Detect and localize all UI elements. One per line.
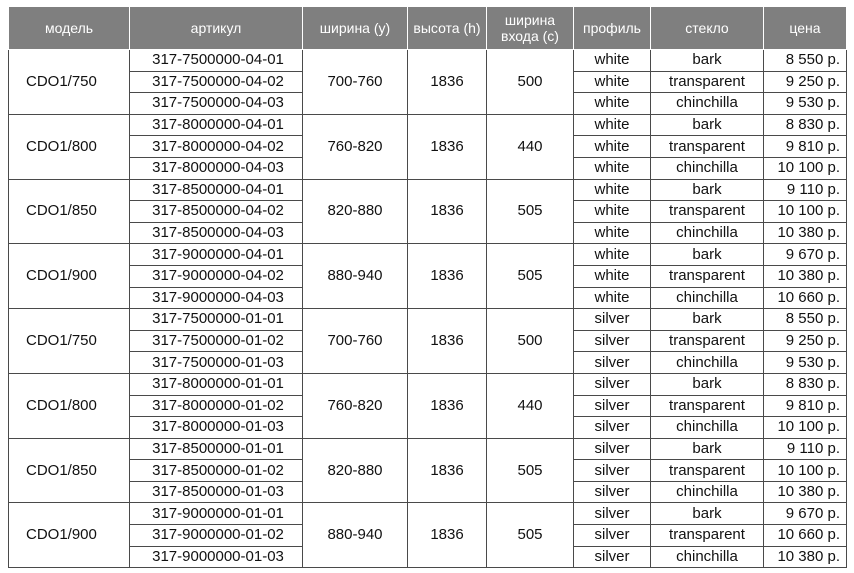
model-cell: CDO1/800 <box>9 114 130 179</box>
width-cell: 820-880 <box>303 179 408 244</box>
sku-cell: 317-8000000-04-02 <box>130 136 303 158</box>
table-row <box>9 373 847 395</box>
glass-cell: chinchilla <box>651 352 764 374</box>
glass-cell: bark <box>651 114 764 136</box>
header-sku: артикул <box>130 7 303 50</box>
glass-cell: transparent <box>651 525 764 547</box>
price-cell: 10 100 р. <box>764 417 847 439</box>
width-cell: 760-820 <box>303 114 408 179</box>
table-header <box>9 7 847 50</box>
profile-cell: white <box>574 244 651 266</box>
profile-cell: silver <box>574 481 651 503</box>
glass-cell: transparent <box>651 136 764 158</box>
price-cell: 9 810 р. <box>764 395 847 417</box>
header-width: ширина (y) <box>303 7 408 50</box>
sku-cell: 317-7500000-04-01 <box>130 50 303 72</box>
price-cell: 9 670 р. <box>764 244 847 266</box>
glass-cell: bark <box>651 179 764 201</box>
table-row <box>9 244 847 266</box>
profile-cell: silver <box>574 373 651 395</box>
sku-cell: 317-8500000-01-02 <box>130 460 303 482</box>
width-cell: 820-880 <box>303 438 408 503</box>
glass-cell: chinchilla <box>651 417 764 439</box>
sku-cell: 317-9000000-04-01 <box>130 244 303 266</box>
sku-cell: 317-8500000-04-02 <box>130 201 303 223</box>
entry-width-cell: 505 <box>487 244 574 309</box>
model-cell: CDO1/900 <box>9 244 130 309</box>
profile-cell: white <box>574 50 651 72</box>
glass-cell: bark <box>651 503 764 525</box>
header-glass: стекло <box>651 7 764 50</box>
glass-cell: chinchilla <box>651 287 764 309</box>
price-cell: 8 550 р. <box>764 309 847 331</box>
height-cell: 1836 <box>408 309 487 374</box>
price-cell: 9 530 р. <box>764 93 847 115</box>
header-price: цена <box>764 7 847 50</box>
sku-cell: 317-7500000-01-01 <box>130 309 303 331</box>
profile-cell: white <box>574 201 651 223</box>
profile-cell: white <box>574 93 651 115</box>
table-row <box>9 50 847 72</box>
height-cell: 1836 <box>408 373 487 438</box>
glass-cell: transparent <box>651 460 764 482</box>
sku-cell: 317-7500000-01-03 <box>130 352 303 374</box>
profile-cell: silver <box>574 417 651 439</box>
model-cell: CDO1/900 <box>9 503 130 568</box>
profile-cell: white <box>574 136 651 158</box>
price-cell: 9 670 р. <box>764 503 847 525</box>
sku-cell: 317-9000000-04-03 <box>130 287 303 309</box>
width-cell: 700-760 <box>303 309 408 374</box>
glass-cell: transparent <box>651 71 764 93</box>
model-cell: CDO1/850 <box>9 179 130 244</box>
table-row <box>9 503 847 525</box>
width-cell: 700-760 <box>303 50 408 115</box>
height-cell: 1836 <box>408 438 487 503</box>
profile-cell: silver <box>574 503 651 525</box>
header-entry-width: ширина входа (c) <box>487 7 574 50</box>
entry-width-cell: 505 <box>487 179 574 244</box>
price-cell: 8 830 р. <box>764 114 847 136</box>
sku-cell: 317-8000000-04-01 <box>130 114 303 136</box>
glass-cell: bark <box>651 50 764 72</box>
glass-cell: chinchilla <box>651 93 764 115</box>
profile-cell: white <box>574 179 651 201</box>
glass-cell: chinchilla <box>651 157 764 179</box>
table-row <box>9 438 847 460</box>
price-cell: 10 380 р. <box>764 546 847 568</box>
sku-cell: 317-8000000-01-01 <box>130 373 303 395</box>
glass-cell: chinchilla <box>651 222 764 244</box>
header-height: высота (h) <box>408 7 487 50</box>
glass-cell: chinchilla <box>651 546 764 568</box>
sku-cell: 317-9000000-01-02 <box>130 525 303 547</box>
table-row <box>9 179 847 201</box>
price-cell: 9 530 р. <box>764 352 847 374</box>
entry-width-cell: 440 <box>487 373 574 438</box>
glass-cell: bark <box>651 373 764 395</box>
profile-cell: silver <box>574 438 651 460</box>
entry-width-cell: 500 <box>487 309 574 374</box>
sku-cell: 317-8500000-04-03 <box>130 222 303 244</box>
model-cell: CDO1/750 <box>9 309 130 374</box>
sku-cell: 317-9000000-01-03 <box>130 546 303 568</box>
glass-cell: bark <box>651 438 764 460</box>
entry-width-cell: 500 <box>487 50 574 115</box>
sku-cell: 317-9000000-04-02 <box>130 265 303 287</box>
price-cell: 8 830 р. <box>764 373 847 395</box>
sku-cell: 317-8500000-04-01 <box>130 179 303 201</box>
height-cell: 1836 <box>408 114 487 179</box>
price-cell: 10 660 р. <box>764 287 847 309</box>
price-cell: 9 110 р. <box>764 179 847 201</box>
width-cell: 880-940 <box>303 503 408 568</box>
profile-cell: silver <box>574 525 651 547</box>
height-cell: 1836 <box>408 244 487 309</box>
height-cell: 1836 <box>408 503 487 568</box>
height-cell: 1836 <box>408 179 487 244</box>
table-row <box>9 114 847 136</box>
price-cell: 10 100 р. <box>764 157 847 179</box>
sku-cell: 317-8000000-04-03 <box>130 157 303 179</box>
sku-cell: 317-8500000-01-01 <box>130 438 303 460</box>
header-profile: профиль <box>574 7 651 50</box>
sku-cell: 317-8000000-01-03 <box>130 417 303 439</box>
price-cell: 10 380 р. <box>764 222 847 244</box>
profile-cell: silver <box>574 395 651 417</box>
glass-cell: transparent <box>651 201 764 223</box>
price-cell: 10 100 р. <box>764 460 847 482</box>
price-cell: 10 660 р. <box>764 525 847 547</box>
sku-cell: 317-8000000-01-02 <box>130 395 303 417</box>
width-cell: 880-940 <box>303 244 408 309</box>
model-cell: CDO1/750 <box>9 50 130 115</box>
glass-cell: bark <box>651 244 764 266</box>
profile-cell: silver <box>574 460 651 482</box>
price-cell: 10 380 р. <box>764 481 847 503</box>
glass-cell: chinchilla <box>651 481 764 503</box>
sku-cell: 317-7500000-04-02 <box>130 71 303 93</box>
profile-cell: silver <box>574 309 651 331</box>
price-cell: 8 550 р. <box>764 50 847 72</box>
model-cell: CDO1/800 <box>9 373 130 438</box>
glass-cell: transparent <box>651 330 764 352</box>
width-cell: 760-820 <box>303 373 408 438</box>
sku-cell: 317-7500000-04-03 <box>130 93 303 115</box>
glass-cell: transparent <box>651 395 764 417</box>
price-cell: 9 250 р. <box>764 330 847 352</box>
table-body <box>9 50 847 568</box>
entry-width-cell: 440 <box>487 114 574 179</box>
profile-cell: white <box>574 222 651 244</box>
price-table <box>8 6 847 568</box>
entry-width-cell: 505 <box>487 438 574 503</box>
glass-cell: transparent <box>651 265 764 287</box>
profile-cell: white <box>574 287 651 309</box>
model-cell: CDO1/850 <box>9 438 130 503</box>
price-cell: 9 810 р. <box>764 136 847 158</box>
profile-cell: white <box>574 114 651 136</box>
sku-cell: 317-9000000-01-01 <box>130 503 303 525</box>
price-cell: 9 250 р. <box>764 71 847 93</box>
price-table-container <box>8 6 847 568</box>
sku-cell: 317-7500000-01-02 <box>130 330 303 352</box>
profile-cell: white <box>574 71 651 93</box>
profile-cell: white <box>574 265 651 287</box>
profile-cell: silver <box>574 352 651 374</box>
profile-cell: white <box>574 157 651 179</box>
watermark-logo <box>18 8 128 28</box>
table-row <box>9 309 847 331</box>
price-cell: 10 100 р. <box>764 201 847 223</box>
profile-cell: silver <box>574 546 651 568</box>
glass-cell: bark <box>651 309 764 331</box>
header-model: модель <box>9 7 130 50</box>
height-cell: 1836 <box>408 50 487 115</box>
price-cell: 10 380 р. <box>764 265 847 287</box>
price-cell: 9 110 р. <box>764 438 847 460</box>
entry-width-cell: 505 <box>487 503 574 568</box>
sku-cell: 317-8500000-01-03 <box>130 481 303 503</box>
profile-cell: silver <box>574 330 651 352</box>
